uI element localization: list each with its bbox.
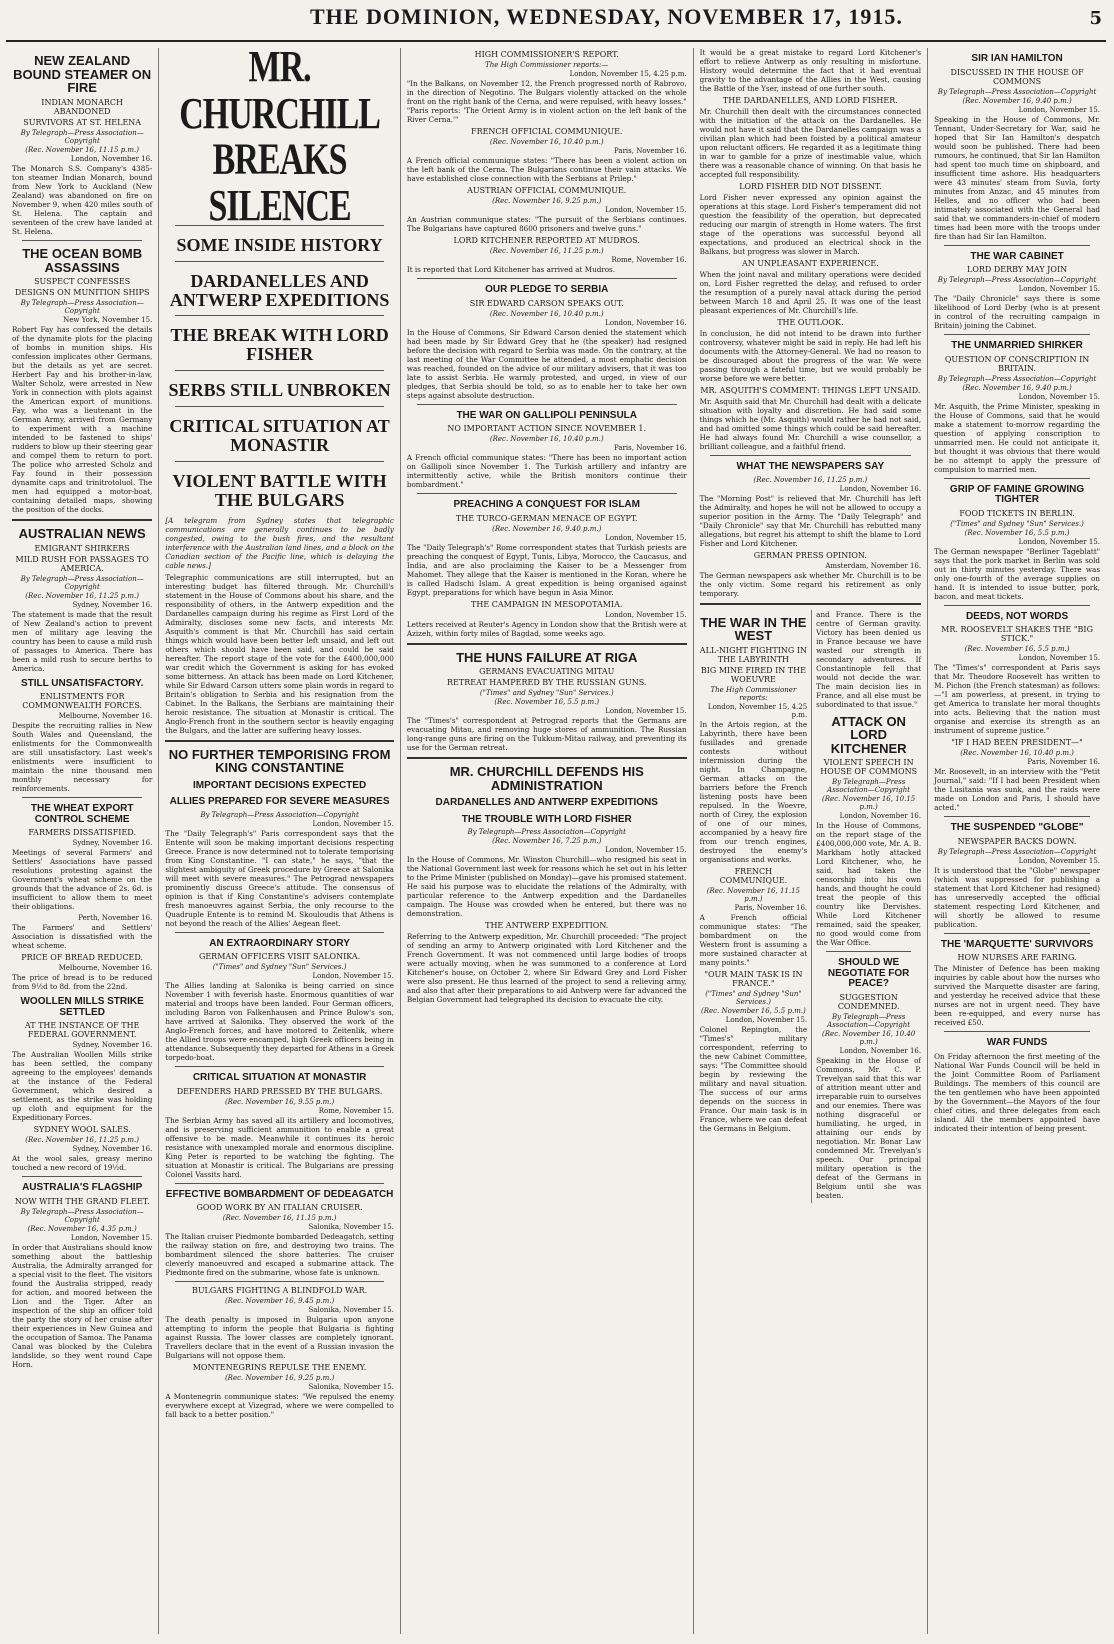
byline: By Telegraph—Press Association—Copyright [937,847,1097,856]
headline: THE UNMARRIED SHIRKER [951,340,1083,351]
article-body: The Monarch S.S. Company's 4385-ton steamer Indian Monarch, bound from New York to Auckland (New Zealand) was abandoned on fire on November 9, when 420 miles south of St. Helena. The captain and seventeen of the crew have landed at St. Helena. [12,163,153,236]
subheadline: GERMANS EVACUATING MITAU [479,667,615,677]
dateline: Salonika, November 15. [308,1306,394,1315]
received-time: (Rec. November 16, 7.25 p.m.) [492,837,602,846]
dateline: London, November 16. [605,318,687,327]
byline: By Telegraph—Press Association—Copyright [200,810,359,819]
article-body: A Montenegrin communique states: "We repulsed the enemy everywhere except at Vizegrad, where we were compelled to fall back to a better position." [165,1392,394,1420]
subheadline: AUSTRIAN OFFICIAL COMMUNIQUE. [467,186,627,195]
article-body: At the wool sales, greasy merino touched a new record of 19½d. [12,1154,153,1173]
headline: THE WHEAT EXPORT CONTROL SCHEME [30,803,134,825]
article-body: In the House of Commons, Sir Edward Carson denied the statement which had been made by Sir Edward Grey that he (the speaker) had resigned before the decision with regard to Serbia was made. On the contrary, at the last meeting of the War Committee he attended, a most emphatic decision was reached, founded on the advice of our military advisers, that it was too late to assist Serbia. He warmly protested, and urged, in view of our pledges, that Serbia should be told, so as to enable her to take her own steps against absolute destruction. [406,327,687,400]
dateline: London, November 16. [839,1046,922,1055]
article-body: Despite the recruiting rallies in New South Wales and Queensland, the enlistments for the Commonwealth are still unsatisfactory. Last week's enlistments were insufficient to maintain the nine thousand men monthly necessary for reinforcements. [12,721,153,794]
headline: WHAT THE NEWSPAPERS SAY [736,461,885,472]
dateline: London, November 16. [839,484,922,493]
divider [417,493,677,494]
received-time: (Rec. November 16, 9.55 p.m.) [224,1097,335,1106]
column-4 [694,48,929,1634]
received-time: (Rec. November 16, 11.25 p.m.) [25,1136,140,1145]
subheadline: SUSPECT CONFESSES [34,277,131,287]
byline: By Telegraph—Press Association—Copyright [827,1012,911,1029]
article-body: In the House of Commons, on the report stage of the £400,000,000 vote, Mr. A. B. Markham hotly attacked Lord Kitchener, who, he said, had taken the censorship into his own hands, and thought he could treat the people of this country like Dervishes. While Lord Kitchener remained, said the speaker, no good would come from the War Office. [816,821,922,948]
subcolumn-left [700,610,813,1203]
byline: By Telegraph—Press Association—Copyright [937,276,1097,284]
subheadline: FRENCH OFFICIAL COMMUNIQUE. [471,127,623,136]
article-body: The Italian cruiser Piedmonte bombarded Dedeagatch, setting the railway station on fire, and destroying two trains. The bombardment silenced the shore batteries. The cruiser cleverly manoeuvred and escaped a submarine attack. The Piedmonte fired on the submarine, whose fate is unknown. [165,1232,394,1278]
headline: MR. CHURCHILL DEFENDS HIS ADMINISTRATION [449,764,644,793]
article-body: It is understood that the "Globe" newspaper (which was suppressed for publishing a statement that Lord Kitchener had resigned) has unreservedly accepted the official statement respecting Lord Kitchener, and will shortly be allowed to resume publication. [934,865,1101,929]
subheadline: "IF I HAD BEEN PRESIDENT—" [951,738,1083,747]
received-time: (Rec. November 16, 9.40 p.m.) [962,383,1072,392]
article-body: Letters received at Reuter's Agency in London show that the British were at Azizeh, within forty miles of Bagdad, some weeks ago. [406,619,687,638]
masthead-title: THE DOMINION, WEDNESDAY, NOVEMBER 17, 1915. [310,4,903,29]
dateline: London, November 15. [70,1233,153,1242]
received-time: (Rec. November 16, 10.40 p.m.) [822,1029,916,1046]
headline: CRITICAL SITUATION AT MONASTIR [192,1072,367,1084]
article-body: The "Times's" correspondent at Petrograd reports that the Germans are evacuating Mitau, and removing huge stores of ammunition. The Russian long-range guns are firing on the Tukkum-Mitau railway, and preventing its use for the German retreat. [406,716,687,753]
article-body: Meetings of several Farmers' and Settlers' Associations have passed resolutions protesting against the Government's wheat scheme on the grounds that the advance of 2s. 6d. is insufficient to allow them to meet their obligations. [12,848,153,912]
subheadline: LORD DERBY MAY JOIN [967,265,1068,274]
subheadline: FARMERS DISSATISFIED. [28,828,136,838]
article-body: Speaking in the House of Commons, Mr. Tennant, Under-Secretary for War, said he hoped that Sir Ian Hamilton's despatch would soon be published. There had been rumours, he continued, that Sir Ian Hamilton had spent too much time on shipboard, and insufficient time ashore. His headquarters were 43 minutes' steam from Suvla, forty minutes from Anzac, and 45 minutes from Helles, and no officer who had been intimately associated with the General had said that we commanders-in-chief of modern times had been more with the troops under fire than had Sir Ian Hamilton. [934,114,1101,241]
subheadline: SYDNEY WOOL SALES. [33,1125,131,1135]
subheadline: THE TROUBLE WITH LORD FISHER [461,813,632,825]
subheadline: HIGH COMMISSIONER'S REPORT. [474,50,619,59]
byline: ("Times" and Sydney "Sun" Services.) [950,519,1084,528]
dateline: London, November 15. [605,846,687,855]
subheadline: QUESTION OF CONSCRIPTION IN BRITAIN. [944,354,1090,373]
subheadline: DESIGNS ON MUNITION SHIPS [14,288,150,298]
article-body: It is reported that Lord Kitchener has arrived at Mudros. [406,265,616,274]
article-body: The Serbian Army has saved all its artillery and locomotives, and is preserving sufficient ammunition to enable a great offensive to be made. Meanwhile it continues its heroic resistance with unexampled morale and enormous discipline. King Peter is reported to be watching the fighting. The situation at Monastir is critical. The Bulgarians are pressing Colonel Vassits hard. [165,1115,394,1179]
received-time: (Rec. November 16, 9.40 p.m.) [962,96,1072,105]
article-body: In conclusion, he did not intend to be drawn into further controversy, whatever might be said in reply. He had left his documents with the Attorney-General. We had no reason to be discouraged about the progress of the war. We were passing through a fateful time, but we would probably be worse before we were better. [699,329,922,383]
subheadline-main: CRITICAL SITUATION AT MONASTIR [169,416,390,455]
headline: ATTACK ON LORD KITCHENER [830,713,907,756]
subheadline: MR. ROOSEVELT SHAKES THE "BIG STICK." [941,625,1093,643]
byline: ("Times" and Sydney "Sun" Services.) [212,963,347,972]
dateline: London, November 16. [70,154,153,163]
divider [175,1281,384,1282]
byline: By Telegraph—Press Association—Copyright [937,87,1097,96]
divider [12,519,152,521]
article-body: In the House of Commons, Mr. Winston Churchill—who resigned his seat in the National Government last week for reasons which he set out in his letter to the Prime Minister (published on Monday)—gave his promised statement. He said his purpose was to elucidate the relations of the Admiralty, with particular reference to the Antwerp expedition and the Dardanelles campaign. The House was crowded when he entered, but there was no demonstration. [406,855,687,919]
section-heading: THE DARDANELLES, AND LORD FISHER. [722,96,898,105]
dateline: London, November 15. [1018,856,1101,865]
article-body: Telegraphic communications are still interrupted, but an interesting budget has filtered through. Mr. Churchill's statement in the House of Commons about his share, and the responsibility of others, in the Antwerp expedition and the Dardanelles campaign during his regime as First Lord of the Admiralty, discloses some new facts, and interests Mr. Asquith's comment is that Mr. Churchill has said certain things which would have been better left unsaid, and left out others which should have been said, and could be said hereafter. The report stage of the vote for the £400,000,000 war credit which the Government is asking for has evoked some bitterness. An attack has been made on Lord Kitchener, while Sir Edward Carson utters some plain words in regard to Britain's obligation to Serbia and his resignation from the Cabinet. In the Balkans, the Serbians are maintaining their heroic resistance. The situation at Monastir is critical. The Anglo-French front in the southern sector is heavily engaging the Bulgars, and the latter are suffering heavy losses. [165,572,394,735]
divider [944,605,1090,606]
divider [417,404,677,405]
dateline: Sydney, November 16. [72,600,153,609]
subheadline: SURVIVORS AT ST. HELENA [23,117,142,127]
dateline: London, November 15. [1018,285,1101,293]
divider [22,240,142,241]
subheadline: ALL-NIGHT FIGHTING IN THE LABYRINTH [699,645,807,664]
subheadline-main: SERBS STILL UNBROKEN [168,380,391,401]
headline: THE 'MARQUETTE' SURVIVORS [940,938,1094,950]
dateline: London, November 15. [605,610,687,619]
subheadline: GERMAN PRESS OPINION. [753,550,867,560]
dateline: London, November 15. [605,707,687,716]
received-time: (Rec. November 16, 9.45 p.m.) [224,1297,335,1306]
byline: The High Commissioner reports: [710,685,797,702]
subheadline: RETREAT HAMPERED BY THE RUSSIAN GUNS. [447,678,647,688]
subheadline: LORD KITCHENER REPORTED AT MUDROS. [453,236,640,245]
dateline: London, November 15, 4.25 p.m. [569,70,687,78]
dateline: Paris, November 16. [614,444,687,452]
article-body: The Minister of Defence has been making inquiries by cable about how the nurses who survived the Marquette disaster are faring, and yesterday he received advice that these nurses are not in urgent need. They have been re-equipped, and every nurse has received £50. [934,964,1101,1027]
subheadline: SIR EDWARD CARSON SPEAKS OUT. [469,298,624,308]
divider [407,643,687,645]
dateline: Perth, November 16. [78,914,153,923]
article-body: and France. There is the centre of German gravity. Victory has been denied us in France because we have wasted our strength in secondary adventures. If Constantinople fell that would not decide the war. The main decision lies in France, and all else must be subordinated to that issue." [816,609,922,709]
dateline: London, November 16. [839,812,922,821]
dateline: London, November 15. [1018,537,1101,546]
headline: SHOULD WE NEGOTIATE FOR PEACE? [827,957,910,990]
dateline: Rome, November 15. [318,1106,394,1115]
dateline: Melbourne, November 16. [58,712,153,721]
article-body: The "Daily Chronicle" says there is some likelihood of Lord Derby (who is at present in control of the recruiting campaign in Britain) joining the Cabinet. [934,294,1101,330]
dateline: London, November 15. [1018,392,1101,401]
headline: THE WAR IN THE WEST [700,614,807,644]
dateline: London, November 15. [312,819,394,828]
dateline: Paris, November 16. [734,903,808,912]
divider [22,797,142,798]
received-time: (Rec. November 16, 10.40 p.m.) [489,435,604,443]
subheadline: AT THE INSTANCE OF THE FEDERAL GOVERNMENT. [24,1021,140,1040]
dateline: Melbourne, November 16. [58,964,153,973]
column-5 [928,48,1106,1634]
editorial-note: [A telegram from Sydney states that telegraphic communications are generally continues to be badly congested, owing to the bush fires, and the resultant interference with the Australian land lines, and a block on the Canadian section of the Pacific line, which is delaying the cable news.] [165,515,394,570]
divider [175,370,384,371]
subcolumn-right [812,610,921,1203]
subheadline: PRICE OF BREAD REDUCED. [21,953,144,963]
byline: By Telegraph—Press Association—Copyright [827,778,911,795]
received-time: (Rec. November 16, 11.15 p.m.) [25,145,140,154]
headline: AUSTRALIA'S FLAGSHIP [22,1182,143,1194]
masthead [6,4,1106,42]
subheadline-main: VIOLENT BATTLE WITH THE BULGARS [172,470,387,510]
headline: THE OCEAN BOMB ASSASSINS [22,245,143,275]
subheadline: EMIGRANT SHIRKERS [34,543,130,553]
article-body: Mr. Asquith said that Mr. Churchill had dealt with a delicate situation with loyalty and discretion. He had said some things which he (Mr. Asquith) would rather he had not said, and had omitted some things which could be said hereafter. He had always found Mr. Churchill a wise counsellor, a brilliant colleague, and a faithful friend. [699,397,922,451]
subheadline: THE TURCO-GERMAN MENACE OF EGYPT. [455,513,638,523]
received-time: (Rec. November 16, 10.40 p.m.) [489,309,604,318]
headline: WOOLLEN MILLS STRIKE SETTLED [20,996,144,1018]
subheadline: MONTENEGRINS REPULSE THE ENEMY. [192,1363,367,1373]
subheadline: GERMAN OFFICERS VISIT SALONIKA. [198,952,361,962]
received-time: (Rec. November 16, 11.25 p.m.) [25,591,140,600]
divider [22,1176,142,1177]
subheadline: VIOLENT SPEECH IN HOUSE OF COMMONS [820,758,918,777]
dateline: Salonika, November 15. [308,1223,394,1232]
section-heading: MR. ASQUITH'S COMMENT: THINGS LEFT UNSAID. [700,386,921,395]
received-time: (Rec. November 16, 10.15 p.m.) [822,795,916,812]
divider [175,932,384,933]
headline: PREACHING A CONQUEST FOR ISLAM [453,499,640,510]
divider [165,740,394,742]
headline: AUSTRALIAN NEWS [18,526,146,542]
article-body: The statement is made that the result of New Zealand's action to prevent men of military age leaving the country has been to cause a mild rush of passages to America. There has been a mild rush to secure berths to America. [12,609,153,673]
article-body: Mr. Asquith, the Prime Minister, speaking in the House of Commons, said that he would make a statement to-morrow regarding the question of applying conscription to unmarried men. He could not anticipate it, but thought it was obvious that there would be no attempt to apply the pressure of compulsion to married men. [934,401,1101,474]
received-time: (Rec. November 16, 4.35 p.m.) [27,1224,137,1233]
received-time: (Rec. November 16, 10.40 p.m.) [489,138,604,146]
article-body: The price of bread is to be reduced from 9½d to 8d. from the 22nd. [12,973,153,992]
headline: SIR IAN HAMILTON [971,53,1063,64]
byline: By Telegraph—Press Association—Copyright [20,128,144,145]
received-time: (Rec. November 16, 11.25 p.m.) [753,475,868,484]
received-time: (Rec. November 16, 5.5 p.m.) [494,698,600,707]
article-body: A French official communique states: "There has been no important action on Gallipoli since November 1. The Turkish artillery and infantry are intermittently active, while the British monitors continue their bombardment." [406,453,687,489]
dateline: London, November 15. [312,972,394,981]
divider [944,1031,1090,1032]
dateline: Sydney, November 16. [72,1041,153,1050]
article-body: The death penalty is imposed in Bulgaria upon anyone attempting to inform the people that Bulgaria is fighting against Russia. The lower classes are completely ignorant. Travellers declare that in the event of a Russian invasion the Bulgarians will not oppose them. [165,1315,394,1361]
subheadline: DEFENDERS HARD PRESSED BY THE BULGARS. [176,1086,383,1096]
dateline: London, November 15. [1018,654,1101,662]
byline: ("Times" and Sydney "Sun" Services.) [705,989,802,1006]
dateline: Rome, November 16. [611,256,687,264]
received-time: (Rec. November 16, 5.5 p.m.) [700,1006,806,1015]
received-time: (Rec. November 16, 5.5 p.m.) [964,528,1070,537]
article-body: Robert Fay has confessed the details of the dynamite plots for the placing of bombs in munition ships. His confession implicates other Germans, but the details as yet are secret. Herbert Fay and his brother-in-law, Walter Scholz, were arrested in New York in connection with plots against the American export of munitions. Fay, who was a lieutenant in the German Army, arrived from Germany to experiment with a machine intended to be fastened to ships' rudders to blow up their steering gear and compel them to return to port. The police who arrested Scholz and Fay found in their possession dynamite caps and trinitrotoluol. The men had equipped a motor-boat, containing detailed maps, showing the position of the docks. [12,325,153,515]
byline: By Telegraph—Press Association—Copyright [20,574,144,591]
subheadline: ALLIES PREPARED FOR SEVERE MEASURES [169,796,390,808]
headline: NEW ZEALAND BOUND STEAMER ON FIRE [13,53,152,96]
article-body: The Australian Woollen Mills strike has been settled, the company agreeing to the employees' demands at the instance of the Federal Government, which desired a settlement, as the strike was holding up cloth and equipment for the Expeditionary Forces. [12,1050,153,1123]
received-time: (Rec. November 16, 10.40 p.m.) [960,749,1074,757]
dateline: London, November 15, 4.25 p.m. [707,702,808,719]
article-body: A French official communique states: "There has been a violent action on the left bank of the Cerna. The Bulgarians continue their vain attacks. We have established close connection with the Serbians at Prilep." [406,156,687,183]
byline: By Telegraph—Press Association—Copyright [20,1207,144,1224]
headline: THE HUNS FAILURE AT RIGA [456,649,638,665]
article-body: The "Morning Post" is relieved that Mr. Churchill has left the Admiralty, and hopes he will not be allowed to occupy a superior position in the Army. The "Daily Telegraph" and "Daily Chronicle" say that Mr. Churchill has rebutted many allegations, but regret his attempt to shift the blame to Lord Fisher and Lord Kitchener. [699,493,922,548]
headline: OUR PLEDGE TO SERBIA [485,284,609,295]
column-2 [159,48,401,1634]
divider [175,315,384,316]
subheadline: GOOD WORK BY AN ITALIAN CRUISER. [196,1203,363,1213]
page-number: 5 [1089,8,1102,29]
dateline: Paris, November 16. [1027,758,1101,766]
section-heading: THE ANTWERP EXPEDITION. [485,921,609,931]
headline: WAR FUNDS [986,1037,1048,1048]
headline: THE WAR ON GALLIPOLI PENINSULA [456,409,638,421]
section-heading: LORD FISHER DID NOT DISSENT. [739,182,882,191]
article-body: Colonel Repington, the "Times's" military correspondent, referring to the new Cabinet Committee, says: "The Committee should begin by reviewing the military and naval situation. The success of our arms depends on the success in France. Our main task is in France, where we can defeat the Germans in Belgium. [699,1024,808,1133]
dateline: London, November 15. [605,533,687,542]
dateline: London, November 15. [725,1015,808,1024]
article-body: It would be a great mistake to regard Lord Kitchener's effort to relieve Antwerp as only resulting in misfortune. History would determine the fact that it had eventual gravity to the advantage of the Allies in the West, causing the Battle of the Yser, instead of one further south. [699,48,922,93]
article-body: The German newspapers ask whether Mr. Churchill is to be the only victim. Some regard his retirement as only temporary. [699,570,922,598]
divider [407,757,687,759]
subheadline: DISCUSSED IN THE HOUSE OF COMMONS [950,67,1084,86]
subheadline: NO IMPORTANT ACTION SINCE NOVEMBER 1. [447,424,647,433]
received-time: (Rec. November 16, 9.40 p.m.) [492,524,602,533]
subheadline: INDIAN MONARCH ABANDONED [41,97,123,116]
dateline: New York, November 15. [63,316,153,325]
byline: ("Times" and Sydney "Sun" Services.) [479,689,614,698]
article-body: The Allies landing at Salonika is being carried on since November 1 with feverish haste. Enormous quantities of war material and troops have been landed. Four German officers, including Baron von Falkenhausen and Prince Bulow's son, have arrived at Salonika. They observed the work of the Anglo-French forces, and have motored to Zeitenlik, where the Allied troops were encamped, high Greek officers being in attendance. Subsequently they departed for Athens in a Greek torpedo-boat. [165,981,394,1063]
subheadline: THE CAMPAIGN IN MESOPOTAMIA. [471,599,623,609]
headline: GRIP OF FAMINE GROWING TIGHTER [949,483,1085,505]
article-body: The "Daily Telegraph's" Rome correspondent states that Turkish priests are preaching the conquest of Egypt, Tunis, Libya, Morocco, the Caucasus, and India, and are also proclaiming the Kaiser to be a Messenger from Mahomet. They allege that the Kaiser is mentioned in the Koran, where he is called Hadschi Islam. A great expedition is being organised against Egypt, preparations for which have begun in Asia Minor. [406,542,687,597]
subheadline: HOW NURSES ARE FARING. [957,953,1077,962]
received-time: (Rec. November 16, 11.15 p.m.) [706,886,800,903]
article-body: Lord Fisher never expressed any opinion against the operations at this stage. Lord Fisher's temperament did not question the feasibility of the operation, but deprecated reducing our margin of strength in Home waters. The first stage of the operations was successful beyond all expectations, and produced an electrical shock in the Balkans, but progress was slower in March. [699,193,922,256]
article-body: An Austrian communique states: "The pursuit of the Serbians continues. The Bulgarians have captured 8600 prisoners and twelve guns." [406,215,687,233]
dateline: Sydney, November 16. [72,1145,153,1154]
received-time: (Rec. November 16, 5.5 p.m.) [964,645,1070,653]
subheadline: BULGARS FIGHTING A BLINDFOLD WAR. [191,1286,368,1296]
divider [175,406,384,407]
subheadline: MILD RUSH FOR PASSAGES TO AMERICA. [15,554,149,573]
section-heading: AN UNPLEASANT EXPERIENCE. [741,259,879,268]
divider [700,603,922,605]
divider [175,1183,384,1184]
subheadline-main: THE BREAK WITH LORD FISHER [170,325,389,365]
article-body: In the Artois region, at the Labyrinth, there have been fusillades and grenade contests without intermission during the night. In Champagne, German attacks on the barriers before the French listening posts have been repulsed. In the Woevre, north of Cirey, the explosion of one of our mines, accompanied by a heavy fire from our trench engines, destroyed the enemy's organisations and works. [699,719,808,864]
subheadline: NOW WITH THE GRAND FLEET. [14,1196,150,1206]
dateline: London, November 15. [1018,105,1101,114]
divider [710,455,912,456]
headline: THE SUSPENDED "GLOBE" [950,822,1084,833]
subheadline: IMPORTANT DECISIONS EXPECTED [193,779,367,791]
article-body: The German newspaper "Berliner Tageblatt" says that the pork market in Berlin was sold out in thirty minutes yesterday. There was only one-fourth of the average supplies on hand. It is intended to issue butter, pork, bacon, and meat tickets. [934,546,1101,601]
subheadline-main: DARDANELLES AND ANTWERP EXPEDITIONS [169,270,390,310]
divider [944,478,1090,479]
subheadline: FRENCH COMMUNIQUE. [719,866,788,885]
divider [417,278,677,279]
article-body: In order that Australians should know something about the battleship Australia, the Admiralty arranged for a special visit to the fleet. The visitors found the Australia stripped, ready for action, and moored between the Lion and the Tiger. After an inspection of the ship an officer told the party the story of her cruise after their experiences in New Guinea and the occupation of Samoa. The Panama Canal was blocked by the Culebra landslide, so they went round Cape Horn. [12,1242,153,1369]
headline: STILL UNSATISFACTORY. [20,677,144,689]
article-body: The "Daily Telegraph's" Paris correspondent says that the Entente will soon be making important decisions respecting Greece. France is now determined not to tolerate temporising from King Constantine. "I can state," he says, "that the slightest ambiguity of Greek procedure by Greece at Salonika will meet with severe measures." The Petrograd newspapers prominently discuss Greece's attitude. The consensus of opinion is that if King Constantine's advisers contemplate fresh manoeuvres against Serbia, the only recourse to the Quadruple Entente is to remind M. Skouloudis that Athens is not beyond the reach of the Allies' Aegean fleet. [165,828,394,928]
subheadline: ENLISTMENTS FOR COMMONWEALTH FORCES. [22,692,143,711]
article-body: When the joint naval and military operations were decided on, Lord Fisher regretted the delay, and refused to order the resumption of a purely naval attack during the period between March 18 and April 25. It was one of the least pleasant experiences of Mr. Churchill's life. [699,270,922,315]
two-column-block [700,610,922,1203]
headline: AN EXTRAORDINARY STORY [209,937,350,949]
headline: EFFECTIVE BOMBARDMENT OF DEDEAGATCH [165,1188,394,1200]
divider [175,261,384,262]
dateline: Amsterdam, November 16. [825,561,922,570]
dateline: Paris, November 16. [614,147,687,155]
divider [944,933,1090,934]
column-1 [6,48,159,1634]
dateline: London, November 15. [605,206,687,214]
article-body: On Friday afternoon the first meeting of the National War Funds Council will be held in the Joint Committee Room of Parliament Buildings. The members of this council are the ten gentlemen who have been appointed by the Government—the Mayors of the four chief cities, and three delegates from each island. All the members appointed have indicated their intention of being present. [934,1051,1101,1133]
headline: THE WAR CABINET [970,250,1064,262]
divider [944,245,1090,246]
article-body: The "Times's" correspondent at Paris says that Mr. Theodore Roosevelt has written to M. Pichon (the French statesman) as follows:—"I am powerless, at present, in trying to get America to translate her moral thoughts into acts. Believing that the nation must organise and exercise its strength as an instrument of supreme justice." [934,663,1101,735]
byline: By Telegraph—Press Association—Copyright [937,374,1097,383]
dateline: Salonika, November 15. [308,1383,394,1392]
headline: DEEDS, NOT WORDS [965,610,1069,622]
divider [944,816,1090,817]
received-time: (Rec. November 16, 9.25 p.m.) [224,1374,335,1383]
divider [826,951,911,952]
columns [6,48,1106,1634]
subheadline: DARDANELLES AND ANTWERP EXPEDITIONS [435,797,658,809]
byline: By Telegraph—Press Association—Copyright [20,299,144,316]
dateline: Sydney, November 16. [72,839,153,848]
subheadline-main: SOME INSIDE HISTORY [176,234,383,255]
byline: By Telegraph—Press Association—Copyright [467,828,626,837]
article-body: A French official communique states: "The bombardment on the Western front is assuming a more sustained character at many points." [699,912,808,967]
article-body: The Farmers' and Settlers' Association is dissatisfied with the wheat scheme. [12,923,153,951]
subheadline: FOOD TICKETS IN BERLIN. [959,508,1075,518]
article-body: Referring to the Antwerp expedition, Mr. Churchill proceeded: "The project of sending an army to Antwerp originated with Lord Kitchener and the French Government. It was not commenced until large bodies of troops were actually moving, when he was summoned to a conference at Lord Kitchener's house, on October 2, where Sir Edward Grey and Lord Fisher were also present. He thus learned of the project to send a relieving army, and also that after their preparations to aid Antwerp were far advanced the Belgian Government had telegraphed its decision to evacuate the city. [406,932,687,1005]
newspaper-page [6,4,1106,1634]
divider [175,461,384,462]
section-heading: THE OUTLOOK. [777,318,844,327]
article-body: Mr. Roosevelt, in an interview with the "Petit Journal," said: "If I had been President when the Lusitania was sunk, and the raids were made on London and Paris, I should have acted." [934,767,1101,812]
subheadline: NEWSPAPER BACKS DOWN. [957,836,1077,846]
byline: The High Commissioner reports:— [485,61,609,69]
received-time: (Rec. November 16, 9.25 p.m.) [492,197,602,205]
received-time: (Rec. November 16, 11.25 p.m.) [489,247,604,255]
article-body: Mr. Churchill then dealt with the circumstances connected with the initiation of the attack on the Dardanelles. He would not have it said that the Dardanelles campaign was a civilian plan which had been foisted by a political amateur upon reluctant officers. He regarded it as a legitimate thing in war to gamble for a prize of inestimable value, which there was a reasonable chance of winning. On that basis he accepted full responsibility. [699,107,922,179]
column-3 [401,48,694,1634]
divider [175,1066,384,1067]
divider [944,334,1090,335]
article-body: "In the Balkans, on November 12, the French progressed north of Rabrovo, in the direction of Negotino. The Bulgars violently attacked on the whole front on the right bank of the Cerna, and were repulsed, with heavy losses." "Paris reports: 'The Orient Army is in violent action on the left bank of the River Cerna.'" [406,79,687,124]
article-body: Speaking in the House of Commons, Mr. C. P. Trevelyan said that this war of attrition meant utter and irreparable ruin to ourselves and our enemies. There was nothing disgraceful or humiliating, he urged, in attaining our ends by negotiation. Mr. Bonar Law condemned Mr. Trevelyan's speech. Our principal military operation is the defeat of the Germans in Belgium until she was beaten. [816,1055,922,1200]
subheadline: BIG MINE FIRED IN THE WOEUVRE [700,665,806,684]
subheadline: SUGGESTION CONDEMNED. [837,992,900,1011]
subheadline: "OUR MAIN TASK IS IN FRANCE." [704,969,803,988]
headline-main: MR. CHURCHILL BREAKS SILENCE [179,48,380,231]
headline: NO FURTHER TEMPORISING FROM KING CONSTANTINE [168,746,391,776]
received-time: (Rec. November 16, 11.15 p.m.) [222,1214,337,1223]
